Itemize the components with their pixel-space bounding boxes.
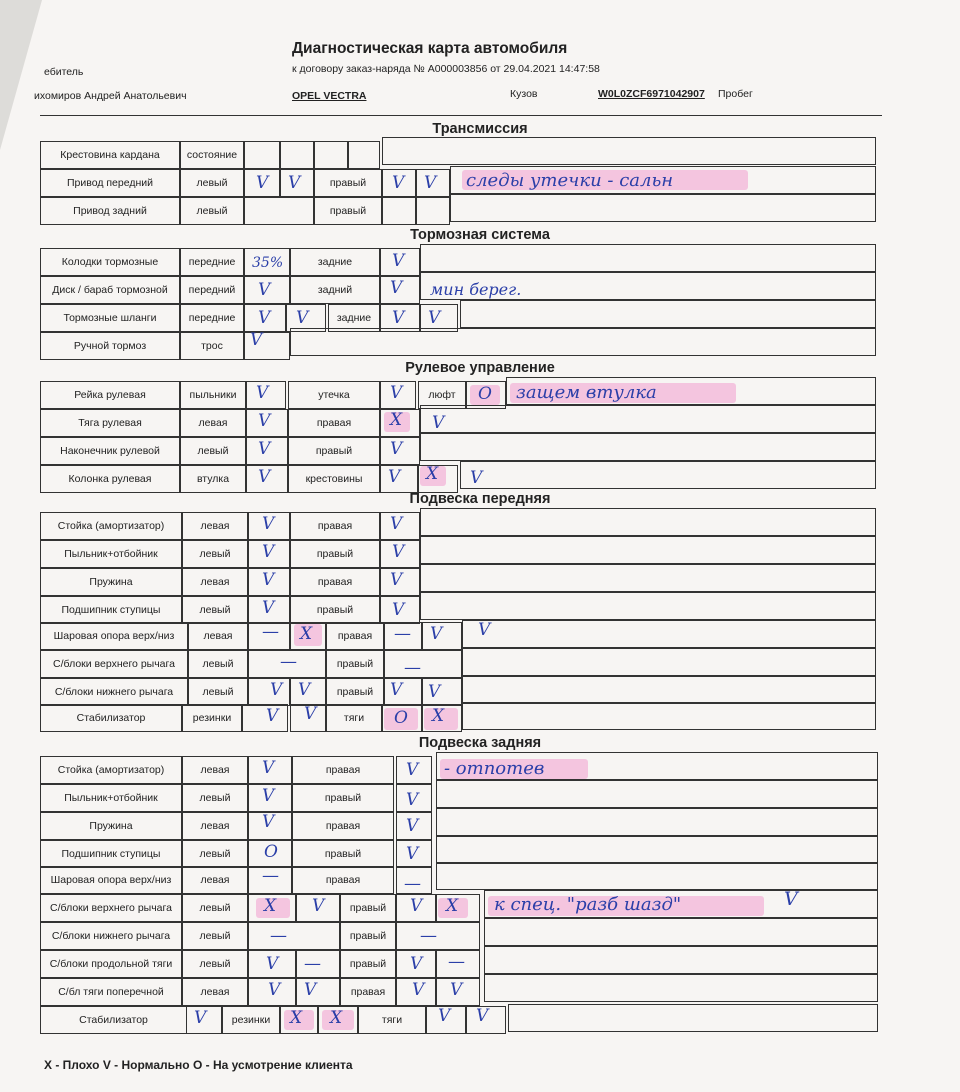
- check-mark: V: [410, 954, 423, 974]
- dash-mark: —: [262, 866, 279, 886]
- row-sublabel: правый: [326, 678, 384, 706]
- comment-cell: [508, 1004, 878, 1032]
- row-sublabel: передние: [180, 248, 244, 276]
- check-mark: V: [304, 704, 317, 724]
- comment-cell: [420, 592, 876, 620]
- check-mark: V: [262, 786, 275, 806]
- row-sublabel: состояние: [180, 141, 244, 169]
- row-sublabel: правая: [292, 756, 394, 784]
- section-steering: Рулевое управление: [405, 360, 555, 376]
- check-mark: V: [406, 790, 419, 810]
- document-subtitle: к договору заказ-наряда № A000003856 от 29.04.2021 14:47:58: [292, 63, 600, 75]
- row-sublabel: резинки: [182, 704, 242, 732]
- row-sublabel: левая: [182, 812, 248, 840]
- section-rear-suspension: Подвеска задняя: [418, 735, 542, 751]
- mark-cell: [244, 197, 314, 225]
- row-label: Пыльник+отбойник: [40, 784, 182, 812]
- row-sublabel: задние: [328, 304, 380, 332]
- section-front-suspension: Подвеска передняя: [409, 491, 551, 507]
- dash-mark: —: [280, 652, 297, 672]
- row-sublabel: левый: [180, 437, 246, 465]
- check-mark: V: [262, 812, 275, 832]
- check-mark: V: [266, 706, 279, 726]
- mark-cell: [244, 141, 280, 169]
- row-sublabel: правый: [340, 922, 396, 950]
- row-sublabel: резинки: [222, 1006, 280, 1034]
- row-label: Пружина: [40, 568, 182, 596]
- row-label: С/блоки продольной тяги: [40, 950, 182, 978]
- row-sublabel: левый: [182, 894, 248, 922]
- mark-cell: [348, 141, 380, 169]
- bad-mark: X: [264, 896, 277, 916]
- row-label: Диск / бараб тормозной: [40, 276, 180, 304]
- row-label: Тормозные шланги: [40, 304, 180, 332]
- mark-cell: [396, 922, 480, 950]
- row-sublabel: правый: [288, 437, 380, 465]
- check-mark: V: [390, 278, 403, 298]
- row-sublabel: левая: [182, 756, 248, 784]
- row-sublabel: люфт: [418, 381, 466, 409]
- row-label: Шаровая опора верх/низ: [40, 866, 182, 894]
- mark-cell: [296, 978, 340, 1006]
- row-label: Привод передний: [40, 169, 180, 197]
- row-sublabel: левый: [180, 197, 244, 225]
- row-sublabel: правый: [340, 950, 396, 978]
- row-label: Колонка рулевая: [40, 465, 180, 493]
- mark-cell: [382, 197, 416, 225]
- comment-cell: [436, 808, 878, 836]
- dash-mark: —: [262, 622, 279, 642]
- handwritten-note: следы утечки - сальн: [466, 170, 674, 191]
- handwritten-note: - отпотев: [444, 758, 545, 779]
- dash-mark: —: [304, 954, 321, 974]
- row-label: Ручной тормоз: [40, 332, 180, 360]
- check-mark: V: [390, 514, 403, 534]
- check-mark: V: [392, 251, 405, 271]
- row-label: С/блоки нижнего рычага: [40, 922, 182, 950]
- check-mark: V: [410, 896, 423, 916]
- row-label: Наконечник рулевой: [40, 437, 180, 465]
- mileage-label: Пробег: [718, 88, 753, 100]
- comment-cell: [420, 508, 876, 536]
- bad-mark: X: [390, 410, 403, 430]
- comment-cell: [420, 405, 876, 433]
- check-mark: V: [256, 383, 269, 403]
- row-label: Подшипник ступицы: [40, 840, 182, 868]
- row-label: Подшипник ступицы: [40, 596, 182, 624]
- client-mark: O: [394, 708, 408, 728]
- comment-cell: [420, 564, 876, 592]
- row-sublabel: правая: [290, 512, 380, 540]
- comment-cell: [484, 918, 878, 946]
- check-mark: V: [392, 173, 405, 193]
- check-mark: V: [298, 680, 311, 700]
- comment-cell: [462, 702, 876, 730]
- row-sublabel: левый: [182, 596, 248, 624]
- comment-cell: [382, 137, 876, 165]
- check-mark: V: [406, 816, 419, 836]
- vin-number: W0L0ZCF6971042907: [598, 88, 705, 100]
- mark-cell: [416, 197, 450, 225]
- mark-cell: [248, 922, 340, 950]
- row-sublabel: задний: [290, 276, 380, 304]
- customer-name: ихомиров Андрей Анатольевич: [34, 90, 187, 102]
- client-mark: O: [478, 384, 492, 404]
- check-mark: V: [424, 173, 437, 193]
- comment-cell: [460, 300, 876, 328]
- check-mark: V: [262, 514, 275, 534]
- row-sublabel: левая: [180, 409, 246, 437]
- row-label: Тяга рулевая: [40, 409, 180, 437]
- row-sublabel: левая: [188, 622, 248, 650]
- row-sublabel: правая: [288, 409, 380, 437]
- row-sublabel: правая: [290, 568, 380, 596]
- comment-cell: [462, 620, 876, 648]
- comment-cell: [484, 974, 878, 1002]
- bad-mark: X: [426, 464, 439, 484]
- check-mark: V: [250, 330, 263, 350]
- comment-cell: [290, 328, 876, 356]
- check-mark: V: [304, 980, 317, 1000]
- row-sublabel: правый: [314, 169, 382, 197]
- document-title: Диагностическая карта автомобиля: [292, 40, 568, 57]
- check-mark: V: [428, 682, 441, 702]
- dash-mark: —: [420, 926, 437, 946]
- row-sublabel: утечка: [288, 381, 380, 409]
- row-sublabel: тяги: [358, 1006, 426, 1034]
- check-mark: V: [258, 308, 271, 328]
- dash-mark: —: [270, 926, 287, 946]
- check-mark: V: [412, 980, 425, 1000]
- check-mark: V: [258, 411, 271, 431]
- row-sublabel: левый: [180, 169, 244, 197]
- check-mark: V: [430, 624, 443, 644]
- bad-mark: X: [446, 896, 459, 916]
- row-sublabel: левый: [182, 922, 248, 950]
- row-sublabel: передние: [180, 304, 244, 332]
- check-mark: V: [262, 758, 275, 778]
- car-model: OPEL VECTRA: [292, 90, 367, 102]
- dash-mark: —: [404, 658, 421, 678]
- check-mark: V: [312, 896, 325, 916]
- row-sublabel: втулка: [180, 465, 246, 493]
- row-sublabel: левый: [188, 678, 248, 706]
- comment-cell: [436, 836, 878, 864]
- check-mark: V: [296, 308, 309, 328]
- check-mark: V: [428, 308, 441, 328]
- row-sublabel: правый: [292, 840, 394, 868]
- row-sublabel: правый: [314, 197, 382, 225]
- row-sublabel: левая: [182, 512, 248, 540]
- row-sublabel: передний: [180, 276, 244, 304]
- mark-cell: [248, 678, 290, 706]
- legend: X - Плохо V - Нормально O - На усмотрение клиента: [44, 1058, 353, 1072]
- check-mark: V: [288, 173, 301, 193]
- row-sublabel: левая: [182, 568, 248, 596]
- client-mark: O: [264, 842, 278, 862]
- check-mark: V: [266, 954, 279, 974]
- dash-mark: —: [394, 624, 411, 644]
- row-sublabel: левый: [182, 540, 248, 568]
- row-label: Рейка рулевая: [40, 381, 180, 409]
- row-label: С/блоки нижнего рычага: [40, 678, 188, 706]
- row-sublabel: трос: [180, 332, 244, 360]
- row-label: Пыльник+отбойник: [40, 540, 182, 568]
- comment-cell: [460, 461, 876, 489]
- check-mark: V: [432, 413, 445, 433]
- row-label: С/блоки верхнего рычага: [40, 894, 182, 922]
- check-mark: V: [406, 760, 419, 780]
- check-mark: V: [258, 280, 271, 300]
- row-sublabel: тяги: [326, 704, 382, 732]
- dash-mark: —: [448, 952, 465, 972]
- check-mark: V: [258, 467, 271, 487]
- check-mark: V: [268, 980, 281, 1000]
- check-mark: V: [470, 468, 483, 488]
- section-brakes: Тормозная система: [410, 227, 550, 243]
- row-sublabel: пыльники: [180, 381, 246, 409]
- handwritten-note: мин берег.: [430, 280, 522, 299]
- row-sublabel: левая: [182, 866, 248, 894]
- header-divider: [40, 115, 882, 116]
- check-mark: V: [392, 308, 405, 328]
- handwritten-note: к спец. "разб шазд": [494, 894, 682, 915]
- row-label: С/блоки верхнего рычага: [40, 650, 188, 678]
- row-label: Колодки тормозные: [40, 248, 180, 276]
- handwritten-note: защем втулка: [516, 382, 657, 403]
- check-mark: V: [262, 598, 275, 618]
- row-label: Привод задний: [40, 197, 180, 225]
- check-mark: V: [262, 570, 275, 590]
- check-mark: V: [390, 383, 403, 403]
- comment-cell: [420, 244, 876, 272]
- row-sublabel: левая: [182, 978, 248, 1006]
- comment-cell: [462, 648, 876, 676]
- row-sublabel: крестовины: [288, 465, 380, 493]
- check-mark: V: [390, 680, 403, 700]
- check-mark: V: [438, 1006, 451, 1026]
- check-mark: V: [476, 1006, 489, 1026]
- row-sublabel: правый: [340, 894, 396, 922]
- mark-cell: [384, 650, 462, 678]
- mark-cell: [314, 141, 348, 169]
- bad-mark: X: [300, 624, 313, 644]
- customer-label: ебитель: [44, 66, 84, 78]
- check-mark: V: [390, 570, 403, 590]
- row-sublabel: правый: [290, 596, 380, 624]
- row-label: Пружина: [40, 812, 182, 840]
- check-mark: V: [392, 542, 405, 562]
- row-label: С/бл тяги поперечной: [40, 978, 182, 1006]
- row-sublabel: правая: [292, 812, 394, 840]
- row-label: Стойка (амортизатор): [40, 756, 182, 784]
- bad-mark: X: [330, 1008, 343, 1028]
- check-mark: V: [392, 600, 405, 620]
- check-mark: V: [262, 542, 275, 562]
- row-sublabel: правый: [292, 784, 394, 812]
- row-sublabel: левый: [182, 950, 248, 978]
- check-mark: V: [388, 467, 401, 487]
- check-mark: V: [450, 980, 463, 1000]
- comment-cell: [462, 676, 876, 704]
- check-mark: V: [390, 439, 403, 459]
- bad-mark: X: [432, 706, 445, 726]
- check-mark: V: [194, 1008, 207, 1028]
- row-label: Стабилизатор: [40, 1006, 186, 1034]
- handwritten-value: 35%: [252, 255, 284, 271]
- row-sublabel: задние: [290, 248, 380, 276]
- comment-cell: [436, 780, 878, 808]
- row-sublabel: правый: [290, 540, 380, 568]
- row-label: Стойка (амортизатор): [40, 512, 182, 540]
- comment-cell: [436, 862, 878, 890]
- row-sublabel: левый: [182, 784, 248, 812]
- check-mark: V: [784, 888, 798, 910]
- body-label: Кузов: [510, 88, 538, 100]
- section-transmission: Трансмиссия: [432, 121, 528, 137]
- row-sublabel: правый: [326, 650, 384, 678]
- comment-cell: [420, 433, 876, 461]
- comment-cell: [420, 536, 876, 564]
- row-sublabel: правая: [292, 866, 394, 894]
- row-sublabel: левый: [182, 840, 248, 868]
- check-mark: V: [256, 173, 269, 193]
- row-label: Стабилизатор: [40, 704, 182, 732]
- dash-mark: —: [404, 874, 421, 894]
- row-label: Шаровая опора верх/низ: [40, 622, 188, 650]
- mark-cell: [280, 141, 314, 169]
- row-sublabel: правая: [340, 978, 396, 1006]
- row-sublabel: левый: [188, 650, 248, 678]
- check-mark: V: [258, 439, 271, 459]
- comment-cell: [484, 946, 878, 974]
- row-label: Крестовина кардана: [40, 141, 180, 169]
- comment-cell: [450, 194, 876, 222]
- bad-mark: X: [290, 1008, 303, 1028]
- check-mark: V: [270, 680, 283, 700]
- check-mark: V: [478, 620, 491, 640]
- check-mark: V: [406, 844, 419, 864]
- mark-cell: [242, 704, 288, 732]
- row-sublabel: правая: [326, 622, 384, 650]
